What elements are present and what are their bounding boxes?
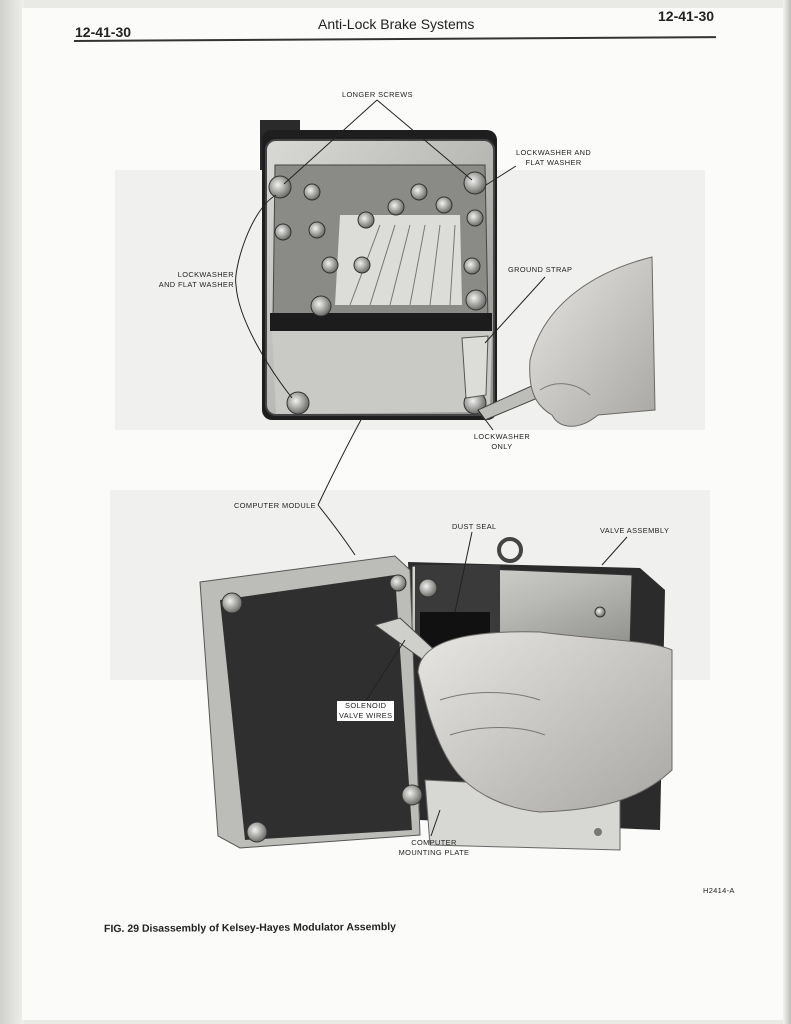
figure-caption: FIG. 29 Disassembly of Kelsey-Hayes Modulator Assembly	[103, 920, 397, 936]
label-line-2: AND FLAT WASHER	[158, 280, 234, 289]
label-dust-seal: DUST SEAL	[452, 522, 497, 531]
opened-computer-module	[200, 539, 672, 850]
label-line-2: ONLY	[491, 442, 513, 451]
label-line-1: SOLENOID	[345, 701, 387, 710]
label-line-2: FLAT WASHER	[525, 158, 582, 167]
figure-code: H2414-A	[703, 886, 735, 895]
label-line-2: VALVE WIRES	[339, 711, 393, 720]
label-lockwasher-only	[470, 432, 534, 452]
label-line-1: COMPUTER	[411, 838, 457, 847]
label-valve-assembly: VALVE ASSEMBLY	[600, 526, 670, 535]
label-line-1: LOCKWASHER	[177, 270, 234, 279]
label-lockwasher-flat-washer-left	[148, 270, 234, 290]
label-computer-mounting-plate	[396, 838, 472, 858]
section-title: Anti-Lock Brake Systems	[318, 16, 475, 32]
label-ground-strap: GROUND STRAP	[508, 265, 573, 274]
label-lockwasher-flat-washer-right	[516, 148, 591, 168]
label-longer-screws: LONGER SCREWS	[342, 90, 413, 99]
label-line-1: LOCKWASHER	[473, 432, 531, 441]
label-line-1: LOCKWASHER AND	[516, 148, 592, 157]
label-computer-module: COMPUTER MODULE	[234, 501, 316, 510]
page-number-left: 12-41-30	[75, 24, 132, 40]
page-number-right: 12-41-30	[658, 8, 715, 24]
label-line-2: MOUNTING PLATE	[398, 848, 470, 857]
label-solenoid-valve-wires	[337, 701, 394, 721]
